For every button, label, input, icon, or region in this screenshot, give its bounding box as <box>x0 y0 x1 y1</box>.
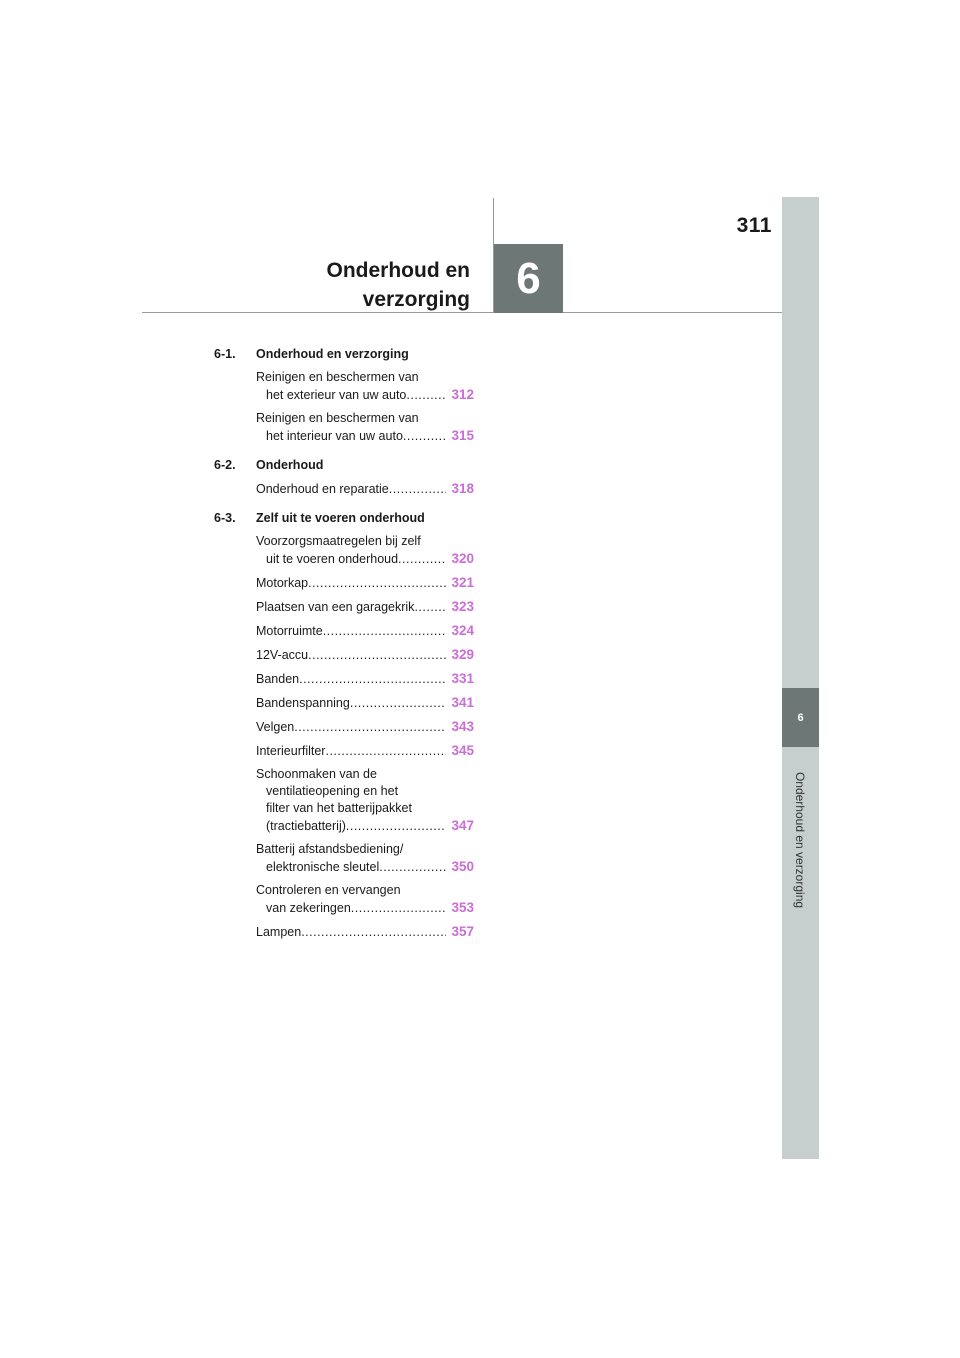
toc-section-number: 6-1. <box>214 347 236 361</box>
toc-entry-line: Reinigen en beschermen van <box>256 411 419 425</box>
toc-dot-leader <box>379 859 446 876</box>
toc-entry-text: Motorruimte <box>256 624 323 638</box>
toc-entry-leader-line <box>256 622 474 640</box>
toc-entry-leader-line <box>256 480 474 498</box>
toc-entry-line: ventilatieopening en het <box>266 784 399 798</box>
side-tab <box>782 197 819 1159</box>
toc-dot-leader <box>325 743 446 760</box>
toc-page-link[interactable]: 347 <box>451 818 474 833</box>
toc-entry[interactable] <box>256 742 474 760</box>
toc-page-link[interactable]: 315 <box>451 428 474 443</box>
toc-entry[interactable] <box>256 694 474 712</box>
toc-entry-text: 12V-accu <box>256 648 309 662</box>
toc-page-link[interactable]: 324 <box>451 623 474 638</box>
toc-entry[interactable] <box>256 574 474 592</box>
toc-page-link[interactable]: 353 <box>451 900 474 915</box>
toc-dot-leader <box>308 575 446 592</box>
toc-page-link[interactable]: 343 <box>451 719 474 734</box>
chapter-title-line-2: verzorging <box>362 288 470 311</box>
toc-entry[interactable] <box>256 718 474 736</box>
toc-section-title: Zelf uit te voeren onderhoud <box>256 511 425 525</box>
toc-entry-leader-line <box>256 742 474 760</box>
toc-dot-leader <box>299 671 446 688</box>
toc-dot-leader <box>406 387 446 404</box>
toc-section-number: 6-3. <box>214 511 236 525</box>
toc-entry[interactable] <box>256 923 474 941</box>
toc-section-title: Onderhoud en verzorging <box>256 347 409 361</box>
toc-page-link[interactable]: 323 <box>451 599 474 614</box>
toc-dot-leader <box>351 900 446 917</box>
toc-entry-leader-line <box>256 670 474 688</box>
toc-entry-text: Plaatsen van een garagekrik <box>256 600 415 614</box>
toc-entry-leader-line <box>256 718 474 736</box>
toc-entry-text: Bandenspanning <box>256 696 350 710</box>
chapter-number-badge: 6 <box>494 244 563 313</box>
toc-entry-leader-line <box>256 598 474 616</box>
toc-entry-line: Voorzorgsmaatregelen bij zelf <box>256 534 421 548</box>
toc-page-link[interactable]: 350 <box>451 859 474 874</box>
toc-entry[interactable] <box>256 369 474 404</box>
toc-entry-text: het interieur van uw auto <box>266 429 403 443</box>
toc-entry-leader-line <box>256 694 474 712</box>
toc-entry-text: Interieurfilter <box>256 744 326 758</box>
chapter-title-line-1: Onderhoud en <box>326 259 470 282</box>
toc-entry[interactable] <box>256 480 474 498</box>
toc-dot-leader <box>323 623 446 640</box>
toc-entry-leader-line <box>256 923 474 941</box>
toc-entry-text: Motorkap <box>256 576 309 590</box>
toc-entry-leader-line <box>256 858 474 876</box>
toc-page-link[interactable]: 320 <box>451 551 474 566</box>
toc-entry-leader-line <box>256 386 474 404</box>
toc-dot-leader <box>294 719 446 736</box>
toc-dot-leader <box>346 818 446 835</box>
toc-entry-leader-line <box>256 646 474 664</box>
toc-page-link[interactable]: 345 <box>451 743 474 758</box>
side-tab-label: Onderhoud en verzorging <box>793 771 807 909</box>
side-tab-number[interactable]: 6 <box>782 688 819 747</box>
toc-dot-leader <box>398 551 446 568</box>
toc-dot-leader <box>403 428 446 445</box>
toc-entry-line: filter van het batterijpakket <box>266 801 412 815</box>
toc-entry[interactable] <box>256 882 474 917</box>
toc-entry-text: uit te voeren onderhoud <box>266 552 399 566</box>
toc-entry-leader-line <box>256 817 474 835</box>
toc-entry-line: Reinigen en beschermen van <box>256 370 419 384</box>
toc-entry[interactable] <box>256 670 474 688</box>
toc-entry[interactable] <box>256 766 474 835</box>
toc-page-link[interactable]: 341 <box>451 695 474 710</box>
toc-entry-line: Schoonmaken van de <box>256 767 377 781</box>
toc-section <box>214 457 474 474</box>
toc-entry-line: Batterij afstandsbediening/ <box>256 842 404 856</box>
toc-page-link[interactable]: 318 <box>451 481 474 496</box>
toc-entry-text: Onderhoud en reparatie <box>256 482 389 496</box>
toc-entry-leader-line <box>256 427 474 445</box>
toc-dot-leader <box>308 647 446 664</box>
toc-entry-text: Velgen <box>256 720 295 734</box>
toc-dot-leader <box>350 695 446 712</box>
page-number: 311 <box>736 214 772 237</box>
toc-entry[interactable] <box>256 598 474 616</box>
toc-section <box>214 510 474 527</box>
toc-dot-leader <box>301 924 446 941</box>
toc-dot-leader <box>414 599 446 616</box>
toc-entry[interactable] <box>256 622 474 640</box>
toc-entry-text: van zekeringen <box>266 901 351 915</box>
toc-entry[interactable] <box>256 841 474 876</box>
chapter-title <box>327 256 471 314</box>
toc-entry-text: Banden <box>256 672 300 686</box>
toc-entry-line: Controleren en vervangen <box>256 883 401 897</box>
toc-page-link[interactable]: 321 <box>451 575 474 590</box>
table-of-contents <box>214 346 474 941</box>
toc-page-link[interactable]: 329 <box>451 647 474 662</box>
toc-dot-leader <box>389 481 446 498</box>
toc-entry-leader-line <box>256 550 474 568</box>
toc-entry-text: elektronische sleutel <box>266 860 380 874</box>
toc-page-link[interactable]: 357 <box>451 924 474 939</box>
toc-entry-leader-line <box>256 574 474 592</box>
toc-section <box>214 346 474 363</box>
toc-entry-text: (tractiebatterij) <box>266 819 346 833</box>
toc-section-title: Onderhoud <box>256 458 324 472</box>
toc-page-link[interactable]: 312 <box>451 387 474 402</box>
toc-page-link[interactable]: 331 <box>451 671 474 686</box>
toc-section-number: 6-2. <box>214 458 236 472</box>
toc-entry[interactable] <box>256 533 474 568</box>
toc-entry-text: het exterieur van uw auto <box>266 388 407 402</box>
toc-entry-text: Lampen <box>256 925 302 939</box>
toc-entry-leader-line <box>256 899 474 917</box>
toc-entry[interactable] <box>256 646 474 664</box>
toc-entry[interactable] <box>256 410 474 445</box>
